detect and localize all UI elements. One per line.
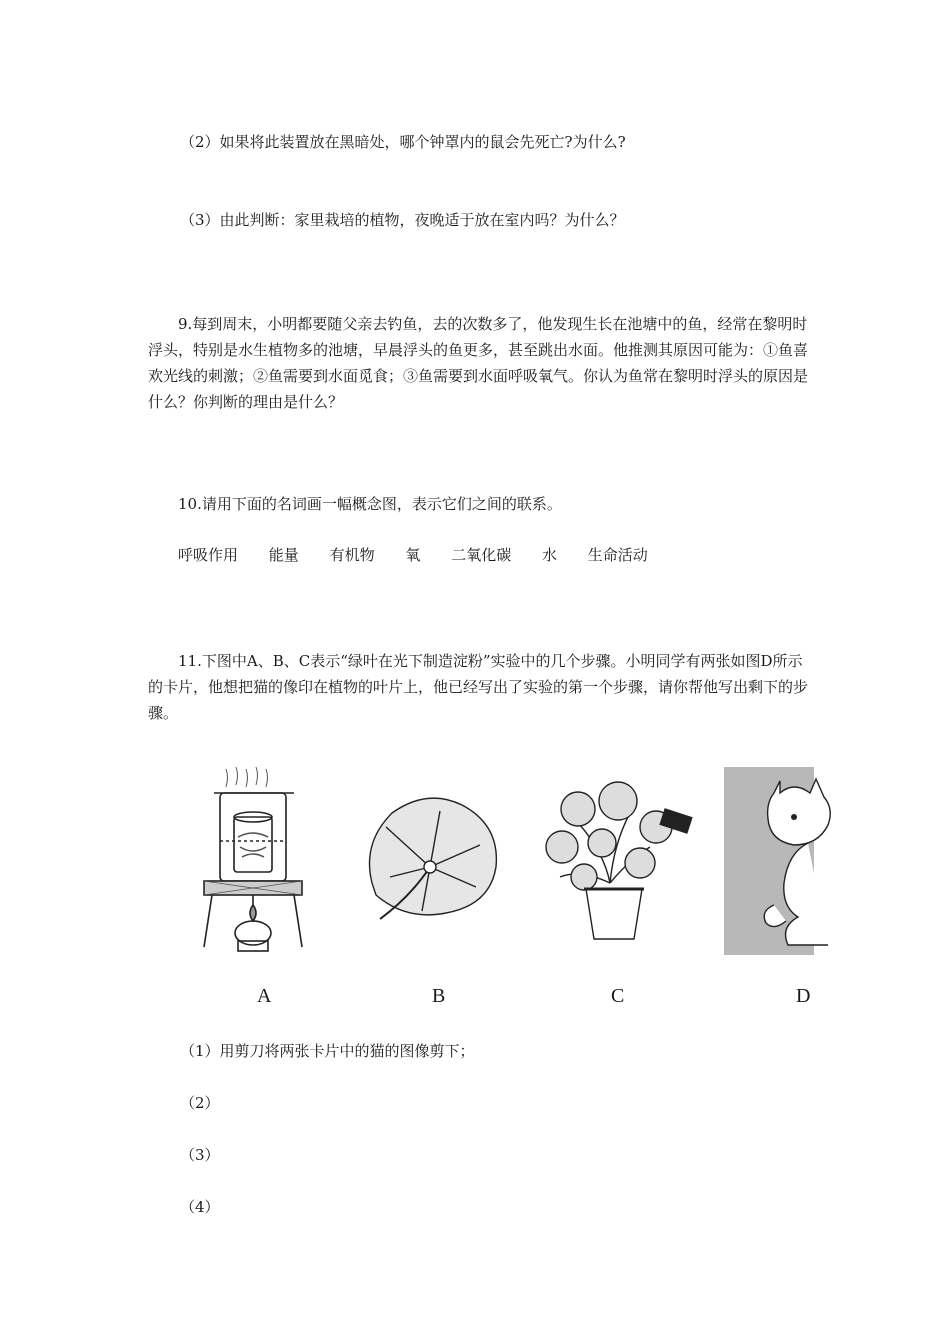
- figure-label-a: A: [257, 985, 272, 1007]
- question-11-step-4: （4）: [180, 1198, 220, 1216]
- term: 氧: [405, 546, 421, 564]
- leaf-illustration: [370, 798, 497, 919]
- question-8-part-3: （3）由此判断：家里栽培的植物，夜晚适于放在室内吗？为什么？: [180, 211, 625, 229]
- term: 呼吸作用: [178, 546, 239, 564]
- term: 能量: [268, 546, 299, 564]
- term: 生命活动: [587, 546, 648, 564]
- question-9: 9.每到周末，小明都要随父亲去钓鱼，去的次数多了，他发现生长在池塘中的鱼，经常在黎明时浮头，特别是水生植物多的池塘，早晨浮头的鱼更多，甚至跳出水面。他推测其原因可能为：①鱼喜欢光线的刺激；②鱼需要到水面觅食；③鱼需要到水面呼吸氧气。你认为鱼常在黎明时浮头的原因是什么？你判断的理由是什么？: [148, 315, 809, 411]
- figure-label-d: D: [796, 985, 811, 1007]
- question-10-prompt: 10.请用下面的名词画一幅概念图，表示它们之间的联系。: [178, 495, 562, 513]
- question-11-step-1: （1）用剪刀将两张卡片中的猫的图像剪下；: [180, 1042, 475, 1060]
- experiment-figure: [190, 765, 810, 1015]
- figure-label-b: B: [432, 985, 446, 1007]
- potted-plant-illustration: [546, 782, 692, 939]
- question-10-terms: [178, 545, 648, 565]
- cat-card-illustration: [724, 767, 830, 955]
- question-11-step-2: （2）: [180, 1094, 220, 1112]
- question-11-prompt: 11.下图中A、B、C表示“绿叶在光下制造淀粉”实验中的几个步骤。小明同学有两张如图D所示的卡片，他想把猫的像印在植物的叶片上，他已经写出了实验的第一个步骤，请你帮他写出剩下的步骤。: [148, 652, 809, 722]
- question-11-step-3: （3）: [180, 1146, 220, 1164]
- figure-label-c: C: [611, 985, 625, 1007]
- question-8-part-2: （2）如果将此装置放在黑暗处，哪个钟罩内的鼠会先死亡?为什么?: [180, 133, 626, 151]
- term: 水: [541, 546, 557, 564]
- term: 有机物: [329, 546, 375, 564]
- water-bath-heating-illustration: [204, 767, 302, 951]
- term: 二氧化碳: [451, 546, 512, 564]
